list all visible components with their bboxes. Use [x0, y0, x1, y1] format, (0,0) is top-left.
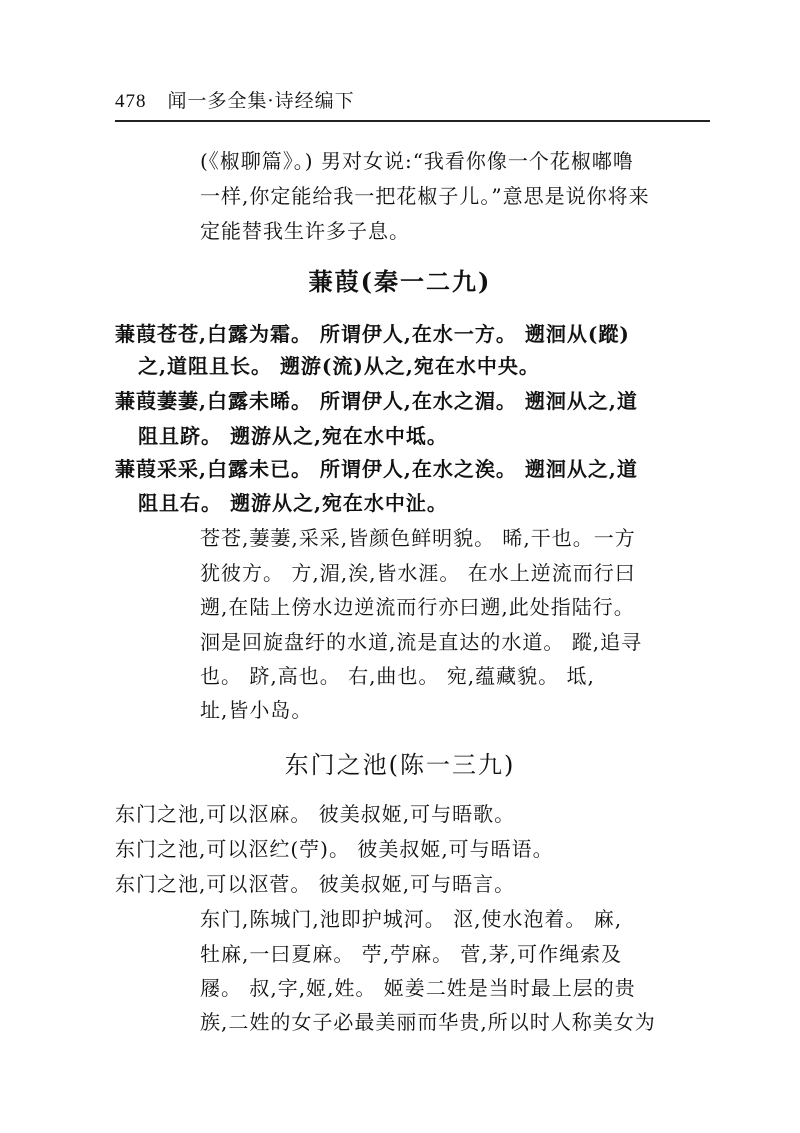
note-line: 也。 跻,高也。 右,曲也。 宛,蕴藏貌。 坻, — [200, 664, 595, 688]
note-line: 苍苍,萋萋,采采,皆颜色鲜明貌。 晞,干也。一方 — [200, 526, 636, 550]
page-number: 478 — [115, 91, 147, 112]
note-line: 遡,在陆上傍水边逆流而行亦曰遡,此处指陆行。 — [200, 595, 635, 619]
poem-line: 之,道阻且长。 遡游(流)从之,宛在水中央。 — [138, 354, 540, 378]
running-title: 闻一多全集·诗经编下 — [167, 90, 355, 112]
poem-line: 蒹葭苍苍,白露为霜。 所谓伊人,在水一方。 遡洄从(蹤) — [115, 322, 630, 346]
note-line: 洄是回旋盘纡的水道,流是直达的水道。 蹤,追寻 — [200, 630, 643, 654]
poem-line: 东门之池,可以沤麻。 彼美叔姬,可与晤歌。 — [115, 802, 516, 826]
header-rule — [115, 120, 710, 122]
page-header — [115, 86, 715, 113]
poem-line: 蒹葭采采,白露未已。 所谓伊人,在水之涘。 遡洄从之,道 — [115, 457, 638, 481]
intro-line: (《椒聊篇》。) 男对女说:“我看你像一个花椒嘟噜 — [200, 149, 634, 173]
poem-line: 东门之池,可以沤纻(苧)。 彼美叔姬,可与晤语。 — [115, 837, 554, 861]
intro-line: 定能替我生许多子息。 — [200, 219, 410, 243]
note-line: 牡麻,一曰夏麻。 苧,苧麻。 菅,茅,可作绳索及 — [200, 942, 623, 966]
note-line: 址,皆小岛。 — [200, 698, 313, 722]
poem-line: 东门之池,可以沤菅。 彼美叔姬,可与晤言。 — [115, 872, 516, 896]
intro-line: 一样,你定能给我一把花椒子儿。”意思是说你将来 — [200, 184, 650, 208]
note-line: 屦。 叔,字,姬,姓。 姬姜二姓是当时最上层的贵 — [200, 976, 636, 1000]
poem-line: 阻且右。 遡游从之,宛在水中沚。 — [138, 491, 448, 515]
note-line: 东门,陈城门,池即护城河。 沤,使水泡着。 麻, — [200, 907, 623, 931]
poem-title: 东门之池(陈一三九) — [284, 751, 516, 779]
note-line: 族,二姓的女子必最美丽而华贵,所以时人称美女为 — [200, 1010, 656, 1034]
poem-line: 阻且跻。 遡游从之,宛在水中坻。 — [138, 424, 448, 448]
poem-title: 蒹葭(秦一二九) — [308, 267, 492, 296]
note-line: 犹彼方。 方,湄,涘,皆水涯。 在水上逆流而行曰 — [200, 561, 636, 585]
poem-line: 蒹葭萋萋,白露未晞。 所谓伊人,在水之湄。 遡洄从之,道 — [115, 389, 638, 413]
